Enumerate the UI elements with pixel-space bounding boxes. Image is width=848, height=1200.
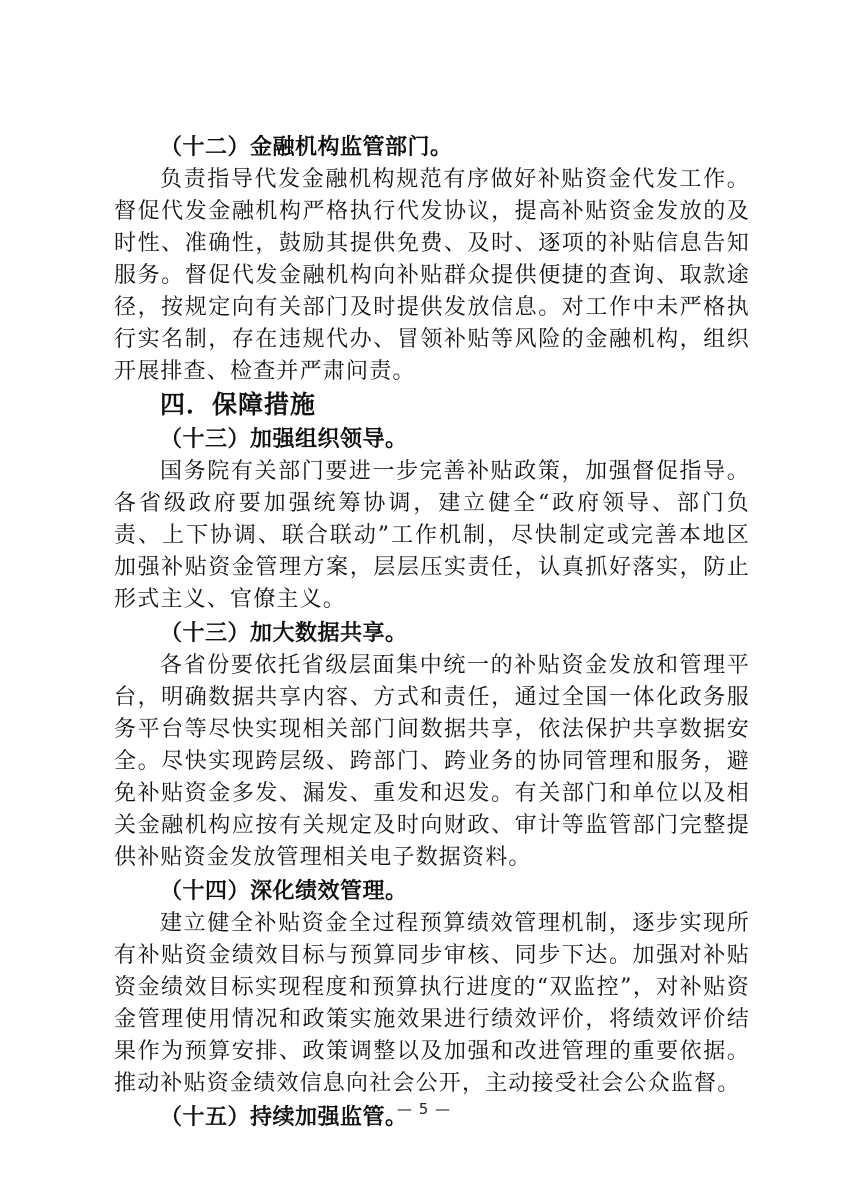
subheading-organization-leadership: （十三）加强组织领导。 <box>160 426 408 452</box>
paragraph-organization-leadership: 国务院有关部门要进一步完善补贴政策，加强督促指导。各省级政府要加强统筹协调，建立健全“政府领导、部门负责、上下协调、联合联动”工作机制，尽快制定或完善本地区加强补贴资金管理方案，层层压实责任，认真抓好落实，防止形式主义、官僚主义。 <box>114 459 750 612</box>
paragraph-performance-management: 建立健全补贴资金全过程预算绩效管理机制，逐步实现所有补贴资金绩效目标与预算同步审核、同步下达。加强对补贴资金绩效目标实现程度和预算执行进度的“双监控”，对补贴资金管理使用情况和政策实施效果进行绩效评价，将绩效评价结果作为预算安排、政策调整以及加强和改进管理的重要依据。推动补贴资金绩效信息向社会公开，主动接受社会公众监督。 <box>114 911 750 1096</box>
subheading-data-sharing: （十三）加大数据共享。 <box>160 620 408 646</box>
subheading-continuous-supervision: （十五）持续加强监管。 <box>160 1104 408 1130</box>
subheading-financial-supervision: （十二）金融机构监管部门。 <box>160 134 453 160</box>
subheading-performance-management: （十四）深化绩效管理。 <box>160 878 408 904</box>
paragraph-data-sharing: 各省份要依托省级层面集中统一的补贴资金发放和管理平台，明确数据共享内容、方式和责任，通过全国一体化政务服务平台等尽快实现相关部门间数据共享，依法保护共享数据安全。尽快实现跨层级、跨部门、跨业务的协同管理和服务，避免补贴资金多发、漏发、重发和迟发。有关部门和单位以及相关金融机构应按有关规定及时向财政、审计等监管部门完整提供补贴资金发放管理相关电子数据资料。 <box>114 653 750 870</box>
section-heading-safeguards: 四．保障措施 <box>160 390 317 419</box>
paragraph-financial-supervision: 负责指导代发金融机构规范有序做好补贴资金代发工作。督促代发金融机构严格执行代发协议，提高补贴资金发放的及时性、准确性，鼓励其提供免费、及时、逐项的补贴信息告知服务。督促代发金融机构向补贴群众提供便捷的查询、取款途径，按规定向有关部门及时提供发放信息。对工作中未严格执行实名制，存在违规代办、冒领补贴等风险的金融机构，组织开展排查、检查并严肃问责。 <box>114 167 750 384</box>
document-body <box>114 130 750 1134</box>
page-number: — 5 — <box>396 1100 452 1118</box>
